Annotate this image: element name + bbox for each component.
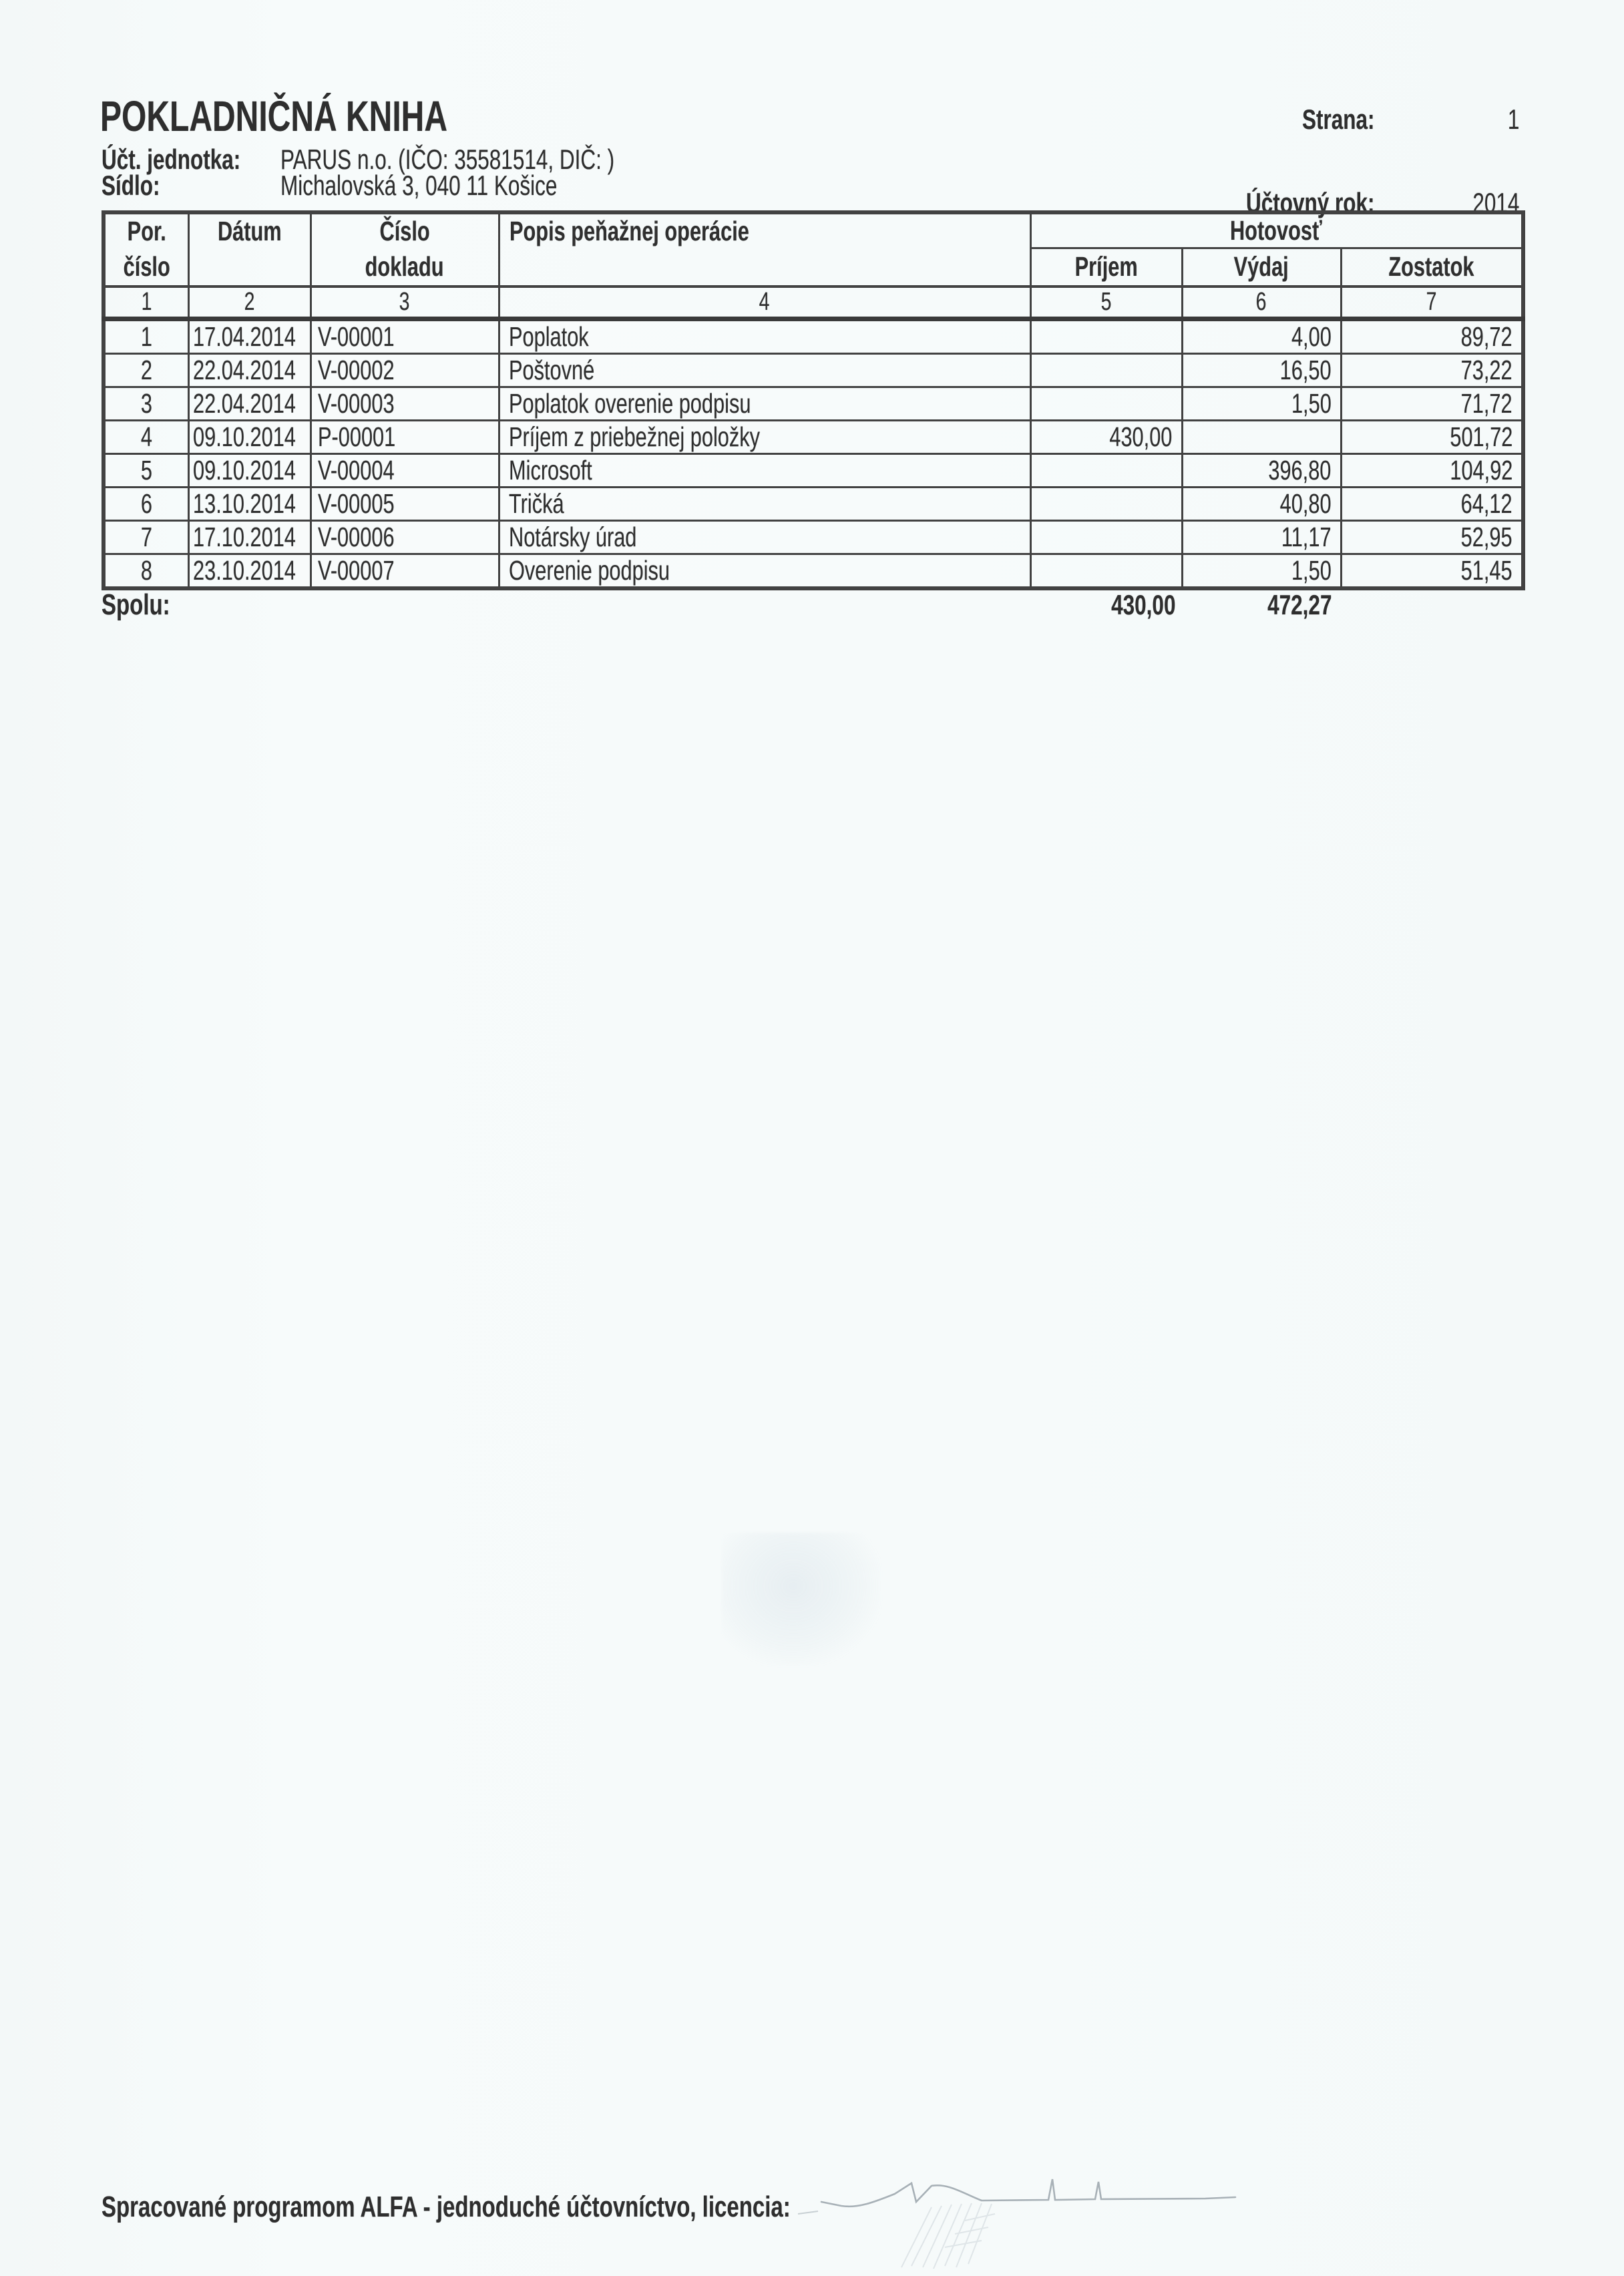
cell-popis: Overenie podpisu [499, 554, 1030, 589]
cell-zostatok: 51,45 [1341, 554, 1523, 589]
cell-popis: Notársky úrad [499, 521, 1030, 554]
cell-doklad: V-00006 [311, 521, 499, 554]
cell-zostatok: 52,95 [1341, 521, 1523, 554]
uctovny-rok-value: 2014 [1472, 187, 1519, 218]
cell-prijem [1030, 488, 1182, 521]
cell-vydaj: 11,17 [1182, 521, 1341, 554]
cell-popis: Príjem z priebežnej položky [499, 421, 1030, 454]
cell-vydaj [1182, 421, 1341, 454]
cell-doklad: V-00004 [311, 454, 499, 488]
sidlo-value: Michalovská 3, 040 11 Košice [280, 170, 558, 201]
cell-zostatok: 64,12 [1341, 488, 1523, 521]
table-row [104, 421, 1523, 454]
col-header-prijem: Príjem [1030, 248, 1182, 287]
column-number: 7 [1341, 287, 1523, 319]
uct-jednotka-value: PARUS n.o. (IČO: 35581514, DIČ: ) [280, 144, 615, 175]
cell-popis: Tričká [499, 488, 1030, 521]
cell-doklad: V-00002 [311, 354, 499, 387]
cell-vydaj: 16,50 [1182, 354, 1341, 387]
uct-jednotka-label: Účt. jednotka: [102, 144, 241, 175]
cell-vydaj: 1,50 [1182, 387, 1341, 421]
table-row [104, 387, 1523, 421]
column-number: 5 [1030, 287, 1182, 319]
table-row [104, 319, 1523, 354]
cell-prijem [1030, 387, 1182, 421]
cell-por: 7 [104, 521, 188, 554]
cell-datum: 09.10.2014 [188, 421, 311, 454]
strana-label: Strana: [1302, 104, 1375, 135]
cell-prijem [1030, 521, 1182, 554]
column-number: 2 [188, 287, 311, 319]
cell-prijem [1030, 354, 1182, 387]
cell-por: 6 [104, 488, 188, 521]
cell-zostatok: 501,72 [1341, 421, 1523, 454]
cell-popis: Poplatok [499, 319, 1030, 354]
cell-datum: 13.10.2014 [188, 488, 311, 521]
cell-por: 2 [104, 354, 188, 387]
column-number: 6 [1182, 287, 1341, 319]
footer-note: Spracované programom ALFA - jednoduché účtovníctvo, licencia: [102, 2191, 791, 2223]
table-row [104, 454, 1523, 488]
col-header-por-cislo: Por. číslo [104, 212, 188, 287]
col-header-datum: Dátum [188, 212, 311, 287]
cell-prijem [1030, 319, 1182, 354]
cell-doklad: V-00001 [311, 319, 499, 354]
cell-por: 3 [104, 387, 188, 421]
cash-book-table [102, 210, 1525, 590]
table-row [104, 354, 1523, 387]
uctovny-rok-label: Účtovný rok: [1246, 187, 1375, 218]
cell-datum: 22.04.2014 [188, 354, 311, 387]
cell-prijem: 430,00 [1030, 421, 1182, 454]
cell-datum: 17.04.2014 [188, 319, 311, 354]
sidlo-label: Sídlo: [102, 170, 160, 201]
strana-value: 1 [1507, 104, 1519, 135]
cell-por: 4 [104, 421, 188, 454]
col-header-cislo-dokladu: Číslo dokladu [311, 212, 499, 287]
cell-doklad: P-00001 [311, 421, 499, 454]
cell-popis: Poštovné [499, 354, 1030, 387]
cell-prijem [1030, 454, 1182, 488]
cell-prijem [1030, 554, 1182, 589]
spolu-prijem-total: 430,00 [1110, 589, 1175, 620]
spolu-vydaj-total: 472,27 [1267, 589, 1332, 620]
cell-datum: 23.10.2014 [188, 554, 311, 589]
cell-vydaj: 396,80 [1182, 454, 1341, 488]
cell-vydaj: 4,00 [1182, 319, 1341, 354]
cell-doklad: V-00007 [311, 554, 499, 589]
cell-doklad: V-00003 [311, 387, 499, 421]
cell-datum: 09.10.2014 [188, 454, 311, 488]
spolu-label: Spolu: [102, 588, 170, 621]
cell-popis: Microsoft [499, 454, 1030, 488]
col-header-popis: Popis peňažnej operácie [499, 212, 1030, 287]
table-row [104, 521, 1523, 554]
cell-doklad: V-00005 [311, 488, 499, 521]
cell-popis: Poplatok overenie podpisu [499, 387, 1030, 421]
page-title-text: POKLADNIČNÁ KNIHA [100, 92, 447, 140]
column-number: 1 [104, 287, 188, 319]
cell-por: 5 [104, 454, 188, 488]
column-number: 4 [499, 287, 1030, 319]
cell-zostatok: 73,22 [1341, 354, 1523, 387]
cell-datum: 22.04.2014 [188, 387, 311, 421]
cell-vydaj: 1,50 [1182, 554, 1341, 589]
cell-zostatok: 104,92 [1341, 454, 1523, 488]
cell-vydaj: 40,80 [1182, 488, 1341, 521]
table-row [104, 488, 1523, 521]
scan-smudge-artifact [721, 1533, 881, 1666]
cell-zostatok: 89,72 [1341, 319, 1523, 354]
column-number-row [104, 287, 1523, 319]
cell-por: 1 [104, 319, 188, 354]
col-header-zostatok: Zostatok [1341, 248, 1523, 287]
col-header-hotovost: Hotovosť [1030, 212, 1523, 248]
table-row [104, 554, 1523, 589]
column-number: 3 [311, 287, 499, 319]
page-title [100, 92, 563, 140]
cell-por: 8 [104, 554, 188, 589]
cell-datum: 17.10.2014 [188, 521, 311, 554]
cell-zostatok: 71,72 [1341, 387, 1523, 421]
col-header-vydaj: Výdaj [1182, 248, 1341, 287]
